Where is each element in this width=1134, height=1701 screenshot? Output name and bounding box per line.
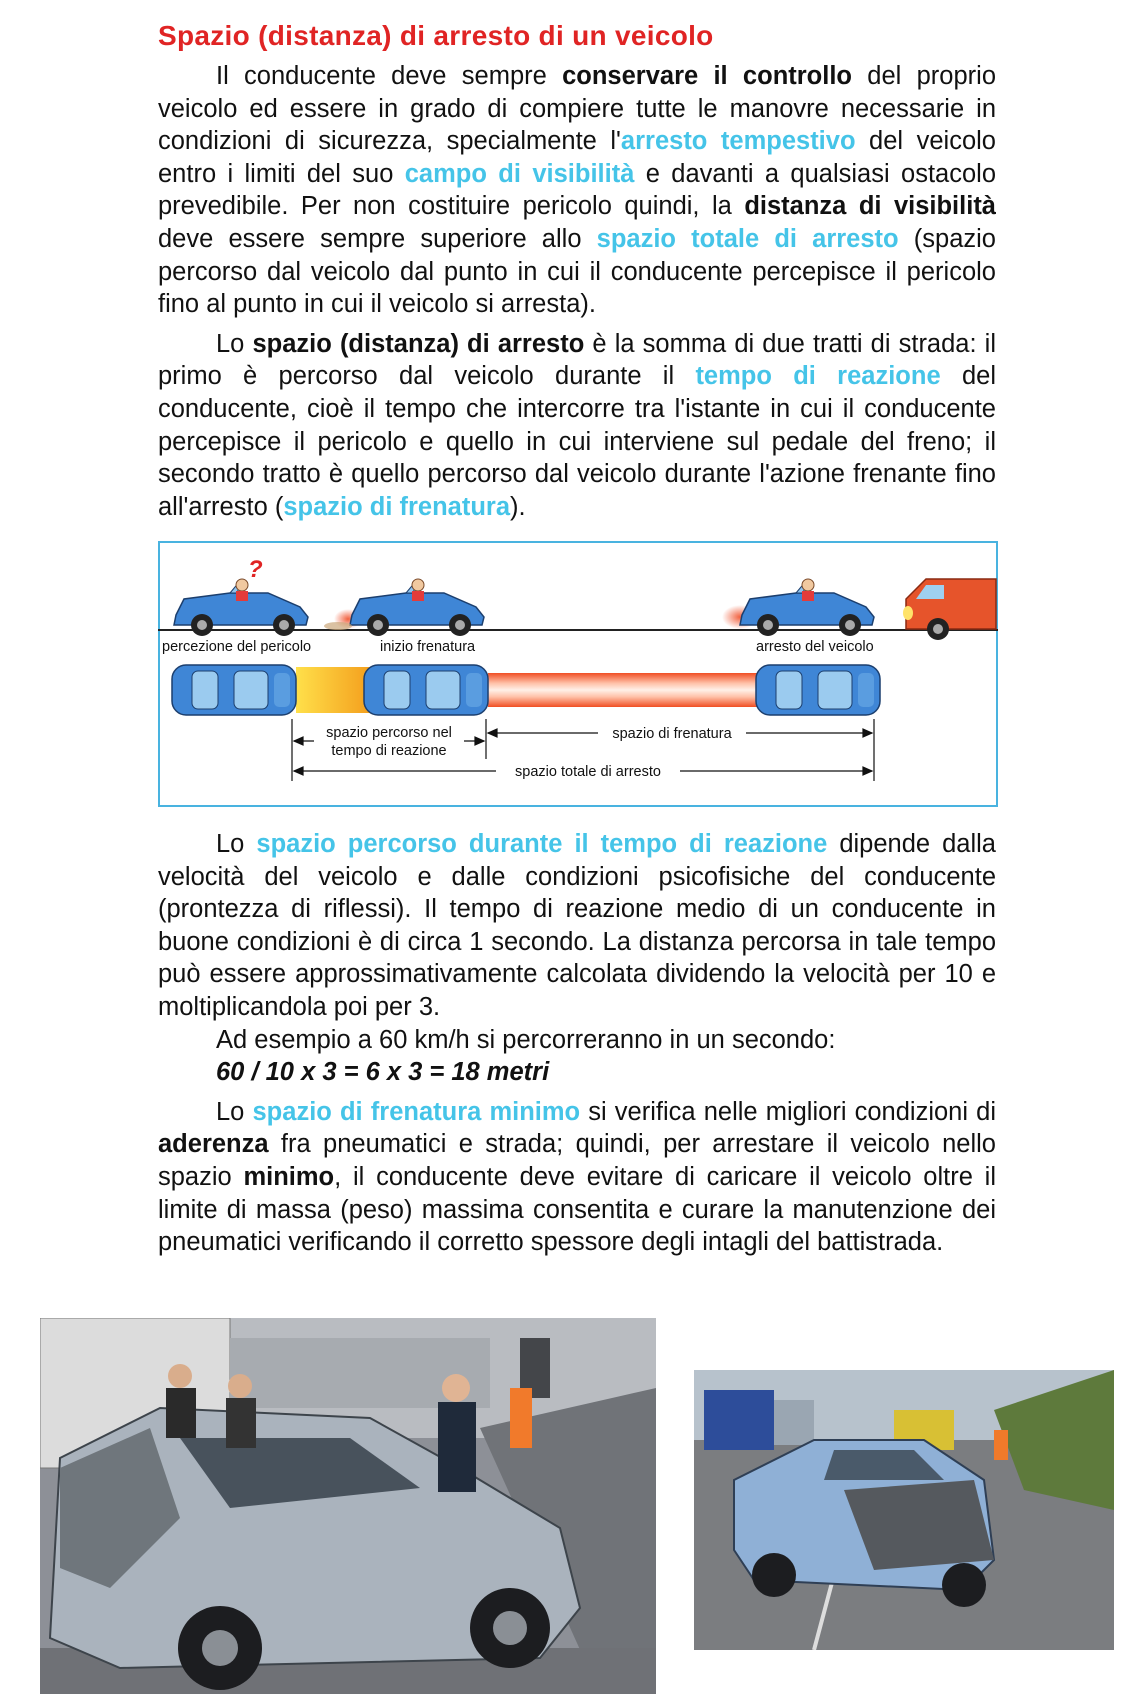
term-arresto-tempestivo: arresto tempestivo bbox=[620, 127, 856, 156]
paragraph-example: Ad esempio a 60 km/h si percorreranno in un secondo: bbox=[216, 1025, 836, 1054]
label-perception: percezione del pericolo bbox=[162, 639, 312, 655]
car-top-perception bbox=[172, 665, 296, 715]
term-spazio-frenatura-minimo: spazio di frenatura minimo bbox=[252, 1097, 581, 1126]
braking-zone bbox=[488, 673, 768, 707]
damaged-blue-car bbox=[734, 1440, 994, 1607]
label-reaction-line1: spazio percorso nel bbox=[326, 725, 452, 741]
reaction-paragraphs bbox=[158, 828, 996, 1259]
paragraph-reaction-space: Lo spazio percorso durante il tempo di reazione dipende dalla velocità del veicolo e dalle condizioni psicofisiche del conducente (prontezza di riflessi). Il tempo di reazione medio di un conducente in buone condizioni è di circa 1 secondo. La distanza percorsa in tale tempo può essere approssimativamente calcolata dividendo la velocità per 10 e moltiplicandola poi per 3. bbox=[158, 830, 996, 1021]
label-stop: arresto del veicolo bbox=[756, 639, 874, 655]
accident-photo-right bbox=[694, 1370, 1114, 1650]
accident-photo-left bbox=[40, 1318, 656, 1694]
term-spazio-reazione: spazio percorso durante il tempo di reazione bbox=[256, 830, 828, 858]
intro-paragraphs bbox=[158, 60, 996, 523]
formula: 60 / 10 x 3 = 6 x 3 = 18 metri bbox=[216, 1058, 550, 1087]
stopping-distance-diagram bbox=[158, 541, 998, 807]
term-tempo-reazione: tempo di reazione bbox=[695, 362, 941, 391]
paragraph-braking-minimum: Lo spazio di frenatura minimo si verifica nelle migliori condizioni di aderenza fra pneumatici e strada; quindi, per arrestare il veicolo nello spazio minimo, il conducente deve evitare di caricare il veicolo oltre il limite di massa (peso) massima consentita e curare la manutenzione dei pneumatici verificando il corretto spessore degli intagli del battistrada. bbox=[158, 1097, 996, 1257]
label-total: spazio totale di arresto bbox=[515, 764, 661, 780]
car-top-stopped bbox=[756, 665, 880, 715]
car-top-brake-start bbox=[364, 665, 488, 715]
label-reaction-line2: tempo di reazione bbox=[331, 743, 447, 759]
term-spazio-totale-arresto: spazio totale di arresto bbox=[596, 224, 899, 253]
term-spazio-frenatura: spazio di frenatura bbox=[283, 492, 511, 521]
page-title: Spazio (distanza) di arresto di un veicolo bbox=[158, 20, 714, 51]
label-brake-start: inizio frenatura bbox=[380, 639, 476, 655]
term-campo-visibilita: campo di visibilità bbox=[404, 159, 635, 188]
label-braking: spazio di frenatura bbox=[612, 726, 732, 742]
question-mark: ? bbox=[248, 556, 263, 583]
paragraph-control: Il conducente deve sempre conservare il controllo del proprio veicolo ed essere in grado di compiere tutte le manovre necessarie in condizioni di sicurezza, specialmente l'arresto tempestivo del veicolo entro i limiti del suo campo di visibilità e davanti a qualsiasi ostacolo prevedibile. Per non costituire pericolo quindi, la distanza di visibilità deve essere sempre superiore allo spazio totale di arresto (spazio percorso dal veicolo dal punto in cui il conducente percepisce il pericolo fino al punto in cui il veicolo si arresta). bbox=[158, 62, 996, 319]
paragraph-stopping-distance: Lo spazio (distanza) di arresto è la somma di due tratti di strada: il primo è percorso dal veicolo durante il tempo di reazione del conducente, cioè il tempo che intercorre tra l'istante in cui il conducente percepisce il pericolo e quello in cui interviene sul pedale del freno; il secondo tratto è quello percorso dal veicolo durante l'azione frenante fino all'arresto (spazio di frenatura). bbox=[158, 329, 997, 521]
